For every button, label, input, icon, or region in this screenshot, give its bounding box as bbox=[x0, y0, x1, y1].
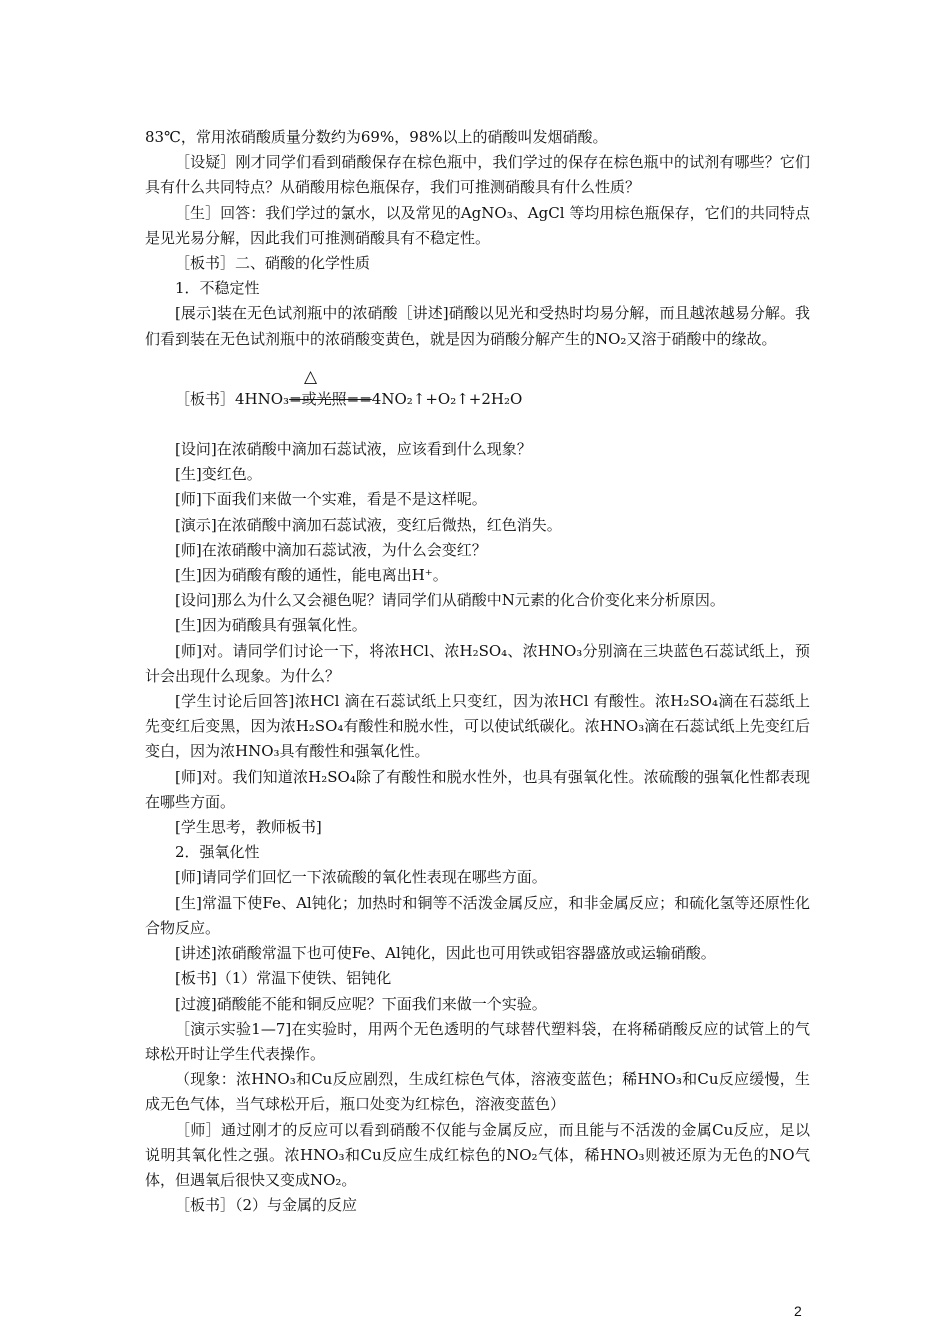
paragraph: ［生］回答：我们学过的氯水，以及常见的AgNO₃、AgCl 等均用棕色瓶保存，它们的共同特点是见光易分解，因此我们可推测硝酸具有不稳定性。 bbox=[145, 203, 810, 247]
paragraph: ［设疑］刚才同学们看到硝酸保存在棕色瓶中，我们学过的保存在棕色瓶中的试剂有哪些？它们具有什么共同特点？从硝酸用棕色瓶保存，我们可推测硝酸具有什么性质？ bbox=[145, 153, 810, 197]
document-body bbox=[145, 125, 810, 1218]
paragraph: ［演示实验1—7]在实验时，用两个无色透明的气球替代塑料袋，在将稀硝酸反应的试管上的气球松开时让学生代表操作。 bbox=[145, 1019, 810, 1063]
equation-prefix: ［板书］4HNO₃ bbox=[175, 389, 290, 408]
paragraph: [师]对。请同学们讨论一下，将浓HCl、浓H₂SO₄、浓HNO₃分别滴在三块蓝色石蕊试纸上，预计会出现什么现象。为什么？ bbox=[145, 641, 810, 685]
paragraph: [生]因为硝酸具有强氧化性。 bbox=[175, 616, 367, 635]
paragraph: [展示]装在无色试剂瓶中的浓硝酸［讲述]硝酸以见光和受热时均易分解，而且越浓越易分解。我们看到装在无色试剂瓶中的浓硝酸变黄色，就是因为硝酸分解产生的NO₂又溶于硝酸中的缘故。 bbox=[145, 304, 810, 348]
paragraph: [设问]那么为什么又会褪色呢？请同学们从硝酸中N元素的化合价变化来分析原因。 bbox=[175, 591, 725, 610]
paragraph: （现象：浓HNO₃和Cu反应剧烈，生成红棕色气体，溶液变蓝色；稀HNO₃和Cu反应缓慢，生成无色气体，当气球松开后，瓶口处变为红棕色，溶液变蓝色） bbox=[145, 1070, 810, 1114]
paragraph: ［板书］（2）与金属的反应 bbox=[175, 1196, 358, 1215]
paragraph: [师]对。我们知道浓H₂SO₄除了有酸性和脱水性外，也具有强氧化性。浓硫酸的强氧化性都表现在哪些方面。 bbox=[145, 767, 810, 811]
page-number: 2 bbox=[794, 1303, 802, 1319]
paragraph: [过渡]硝酸能不能和铜反应呢？下面我们来做一个实验。 bbox=[175, 994, 547, 1013]
paragraph: [学生讨论后回答]浓HCl 滴在石蕊试纸上只变红，因为浓HCl 有酸性。浓H₂SO₄滴在石蕊纸上先变红后变黑，因为浓H₂SO₄有酸性和脱水性，可以使试纸碳化。浓HNO₃滴在石蕊试纸上先变红后变白，因为浓HNO₃具有酸性和强氧化性。 bbox=[145, 692, 810, 761]
spacer bbox=[145, 412, 810, 437]
paragraph: [师]在浓硝酸中滴加石蕊试液，为什么会变红？ bbox=[175, 540, 487, 559]
equation-products: 4NO₂↑+O₂↑+2H₂O bbox=[371, 389, 523, 408]
paragraph: ［板书］二、硝酸的化学性质 bbox=[175, 254, 371, 273]
paragraph: [设问]在浓硝酸中滴加石蕊试液，应该看到什么现象？ bbox=[175, 440, 532, 459]
paragraph: ［师］通过刚才的反应可以看到硝酸不仅能与金属反应，而且能与不活泼的金属Cu反应，足以说明其氧化性之强。浓HNO₃和Cu反应生成红棕色的NO₂气体，稀HNO₃则被还原为无色的NO气体，但遇氧后很快又变成NO₂。 bbox=[145, 1120, 810, 1189]
paragraph: 83℃，常用浓硝酸质量分数约为69%，98%以上的硝酸叫发烟硝酸。 bbox=[145, 128, 608, 146]
paragraph: [师]下面我们来做一个实难，看是不是这样呢。 bbox=[175, 490, 487, 509]
paragraph: [学生思考，教师板书] bbox=[175, 818, 322, 837]
paragraph: [师]请同学们回忆一下浓硫酸的氧化性表现在哪些方面。 bbox=[175, 868, 547, 887]
paragraph: [生]因为硝酸有酸的通性，能电离出H⁺。 bbox=[175, 566, 448, 585]
chemical-equation bbox=[145, 366, 810, 412]
paragraph: [生]常温下使Fe、Al钝化；加热时和铜等不活泼金属反应，和非金属反应；和硫化氢等还原性化合物反应。 bbox=[145, 893, 810, 937]
section-heading: 1．不稳定性 bbox=[175, 279, 260, 298]
spacer bbox=[145, 352, 810, 377]
paragraph: [生]变红色。 bbox=[175, 465, 262, 484]
equation-condition: =或光照== bbox=[289, 389, 372, 408]
paragraph: [板书]（1）常温下使铁、铝钝化 bbox=[175, 969, 392, 988]
paragraph: [讲述]浓硝酸常温下也可使Fe、Al钝化，因此也可用铁或铝容器盛放或运输硝酸。 bbox=[175, 944, 716, 963]
paragraph: [演示]在浓硝酸中滴加石蕊试液，变红后微热，红色消失。 bbox=[175, 515, 562, 534]
section-heading: 2．强氧化性 bbox=[175, 843, 260, 862]
heat-symbol: △ bbox=[304, 366, 318, 387]
